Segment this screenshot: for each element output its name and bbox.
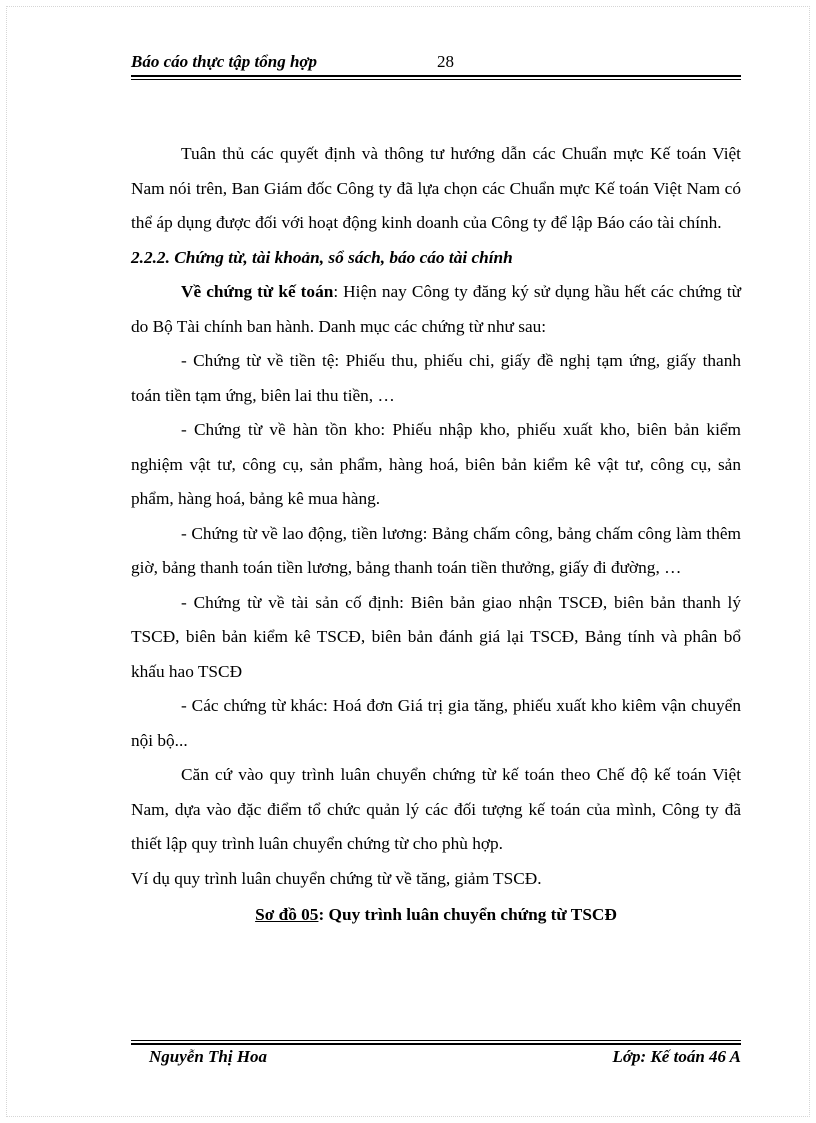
- header-rule-thick: [131, 75, 741, 77]
- caption-label: Sơ đồ 05: [255, 905, 319, 924]
- vouchers-lead: Về chứng từ kế toán: [181, 282, 334, 301]
- list-item-labor: - Chứng từ về lao động, tiền lương: Bảng chấm công, bảng chấm công làm thêm giờ, bảng thanh toán tiền lương, bảng thanh toán tiền thưởng, giấy đi đường, …: [131, 523, 741, 577]
- section-heading: 2.2.2. Chứng từ, tài khoản, sổ sách, báo cáo tài chính: [131, 247, 513, 267]
- list-item-fixed-assets: - Chứng từ về tài sản cố định: Biên bản giao nhận TSCĐ, biên bản thanh lý TSCĐ, biên bản kiểm kê TSCĐ, biên bản đánh giá lại TSCĐ, Bảng tính và phân bổ khấu hao TSCĐ: [131, 592, 741, 681]
- footer-rule-thick: [131, 1043, 741, 1045]
- list-item-inventory: - Chứng từ về hàn tồn kho: Phiếu nhập kho, phiếu xuất kho, biên bản kiểm nghiệm vật tư, công cụ, sản phẩm, hàng hoá, biên bản kiểm kê vật tư, công cụ, sản phẩm, hàng hoá, bảng kê mua hàng.: [131, 420, 741, 508]
- vouchers-paragraph: [131, 275, 741, 344]
- page-footer: [131, 1047, 741, 1073]
- vouchers-text: : Hiện nay Công ty đăng ký sử dụng hầu hết các chứng từ do Bộ Tài chính ban hành. Danh mục các chứng từ như sau:: [131, 282, 741, 336]
- header-rule-thin: [131, 79, 741, 80]
- example-paragraph: Ví dụ quy trình luân chuyển chứng từ về tăng, giảm TSCĐ.: [131, 868, 542, 888]
- basis-paragraph: Căn cứ vào quy trình luân chuyển chứng từ kế toán theo Chế độ kế toán Việt Nam, dựa vào đặc điểm tổ chức quản lý các đối tượng kế toán của mình, Công ty đã thiết lập quy trình luân chuyển chứng từ cho phù hợp.: [131, 765, 741, 853]
- footer-rule-thin: [131, 1040, 741, 1041]
- header-title: Báo cáo thực tập tổng hợp: [131, 52, 318, 71]
- caption-text: : Quy trình luân chuyển chứng từ TSCĐ: [318, 905, 617, 924]
- footer-class: Lớp: Kế toán 46 A: [612, 1047, 741, 1066]
- list-item-other: - Các chứng từ khác: Hoá đơn Giá trị gia tăng, phiếu xuất kho kiêm vận chuyển nội bộ...: [131, 696, 741, 750]
- diagram-caption: [131, 898, 741, 933]
- list-item-money: - Chứng từ về tiền tệ: Phiếu thu, phiếu chi, giấy đề nghị tạm ứng, giấy thanh toán tiền tạm ứng, biên lai thu tiền, …: [131, 351, 741, 405]
- page-number: 28: [437, 52, 454, 71]
- intro-paragraph: Tuân thủ các quyết định và thông tư hướng dẫn các Chuẩn mực Kế toán Việt Nam nói trên, Ban Giám đốc Công ty đã lựa chọn các Chuẩn mực Kế toán Việt Nam có thể áp dụng được đối với hoạt động kinh doanh của Công ty để lập Báo cáo tài chính.: [131, 144, 741, 232]
- footer-author: Nguyễn Thị Hoa: [149, 1047, 268, 1066]
- page-content: [131, 137, 741, 933]
